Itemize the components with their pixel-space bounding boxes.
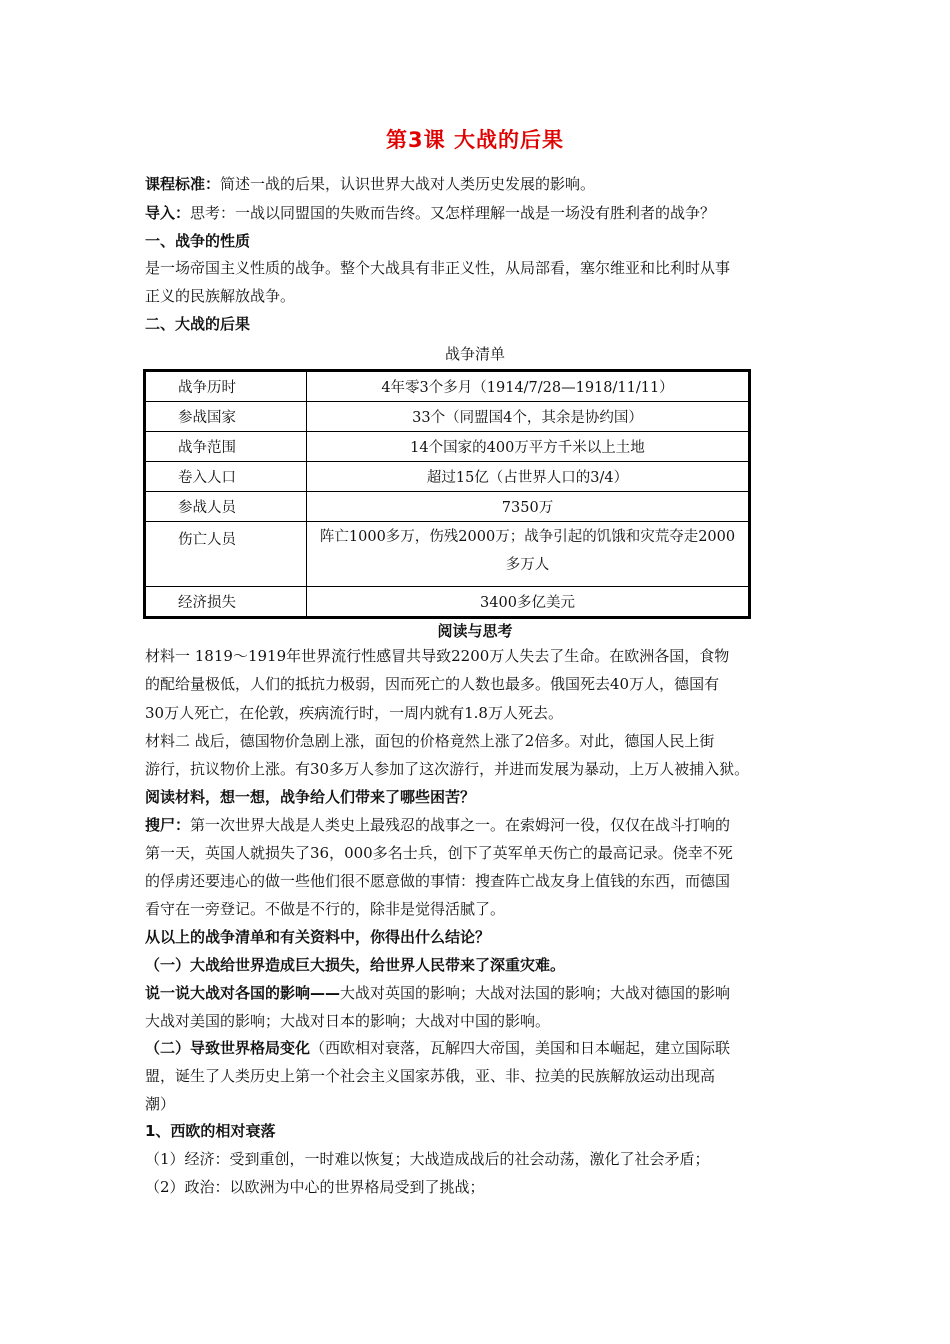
reading-question: 阅读材料，想一想，战争给人们带来了哪些困苦？ bbox=[145, 788, 476, 806]
table-row: 伤亡人员 阵亡1000多万，伤残2000万；战争引起的饥饿和灾荒夺走2000 多万人 bbox=[145, 522, 750, 587]
page-title: 第3课 大战的后果 bbox=[386, 128, 564, 152]
table-caption: 战争清单 bbox=[444, 345, 505, 363]
list-item: （1）经济：受到重创，一时难以恢复；大战造成战后的社会动荡，激化了社会矛盾； bbox=[145, 1150, 710, 1168]
table-row: 参战人员 7350万 bbox=[145, 492, 750, 522]
material-two-line: 游行，抗议物价上涨。有30多万人参加了这次游行，并进而发展为暴动，上万人被捕入狱。 bbox=[145, 760, 750, 778]
section1-heading: 一、战争的性质 bbox=[145, 232, 251, 250]
paragraph-line: 正义的民族解放战争。 bbox=[145, 287, 296, 305]
section2-heading: 二、大战的后果 bbox=[145, 315, 251, 333]
somme-paragraph: 搜尸：第一次世界大战是人类史上最残忍的战事之一。在索姆河一役，仅仅在战斗打响的 bbox=[145, 816, 731, 834]
table-row: 参战国家 33个（同盟国4个，其余是协约国） bbox=[145, 402, 750, 432]
table-row: 经济损失 3400多亿美元 bbox=[145, 587, 750, 618]
material-one-line: 材料一 1819～1919年世界流行性感冒共导致2200万人失去了生命。在欧洲各国，食物 bbox=[145, 647, 730, 665]
point-two-line: 盟，诞生了人类历史上第一个社会主义国家苏俄，亚、非、拉美的民族解放运动出现高 bbox=[145, 1067, 716, 1085]
list-item: （2）政治：以欧洲为中心的世界格局受到了挑战； bbox=[145, 1178, 485, 1196]
material-one-line: 30万人死亡，在伦敦，疾病流行时，一周内就有1.8万人死去。 bbox=[145, 704, 563, 722]
conclusion-point-one: （一）大战给世界造成巨大损失，给世界人民带来了深重灾难。 bbox=[145, 956, 566, 974]
course-standard: 课程标准：简述一战的后果，认识世界大战对人类历史发展的影响。 bbox=[145, 175, 596, 193]
reading-heading: 阅读与思考 bbox=[437, 622, 513, 640]
discussion-line: 大战对美国的影响；大战对日本的影响；大战对中国的影响。 bbox=[145, 1012, 551, 1030]
war-list-table bbox=[143, 369, 751, 619]
table-row: 战争历时 4年零3个多月（1914/7/28—1918/11/11） bbox=[145, 371, 750, 402]
somme-line: 的俘虏还要违心的做一些他们很不愿意做的事情：搜查阵亡战友身上值钱的东西，而德国 bbox=[145, 872, 731, 890]
somme-line: 第一天，英国人就损失了36，000多名士兵，创下了英军单天伤亡的最高记录。侥幸不死 bbox=[145, 844, 733, 862]
point-two-line: 潮） bbox=[145, 1095, 176, 1113]
paragraph-line: 是一场帝国主义性质的战争。整个大战具有非正义性，从局部看，塞尔维亚和比利时从事 bbox=[145, 259, 731, 277]
material-one-line: 的配给量极低，人们的抵抗力极弱，因而死亡的人数也最多。俄国死去40万人，德国有 bbox=[145, 675, 720, 693]
table-row: 战争范围 14个国家的400万平方千米以上土地 bbox=[145, 432, 750, 462]
table-row: 卷入人口 超过15亿（占世界人口的3/4） bbox=[145, 462, 750, 492]
material-two-line: 材料二 战后，德国物价急剧上涨，面包的价格竟然上涨了2倍多。对此，德国人民上街 bbox=[145, 732, 715, 750]
section3-heading: 1、西欧的相对衰落 bbox=[145, 1122, 276, 1140]
conclusion-point-two: （二）导致世界格局变化（西欧相对衰落，瓦解四大帝国，美国和日本崛起，建立国际联 bbox=[145, 1039, 731, 1057]
discussion-prompt: 说一说大战对各国的影响——大战对英国的影响；大战对法国的影响；大战对德国的影响 bbox=[145, 984, 731, 1002]
conclusion-question: 从以上的战争清单和有关资料中，你得出什么结论？ bbox=[145, 928, 491, 946]
intro: 导入：思考：一战以同盟国的失败而告终。又怎样理解一战是一场没有胜利者的战争？ bbox=[145, 204, 716, 222]
somme-line: 看守在一旁登记。不做是不行的，除非是觉得活腻了。 bbox=[145, 900, 506, 918]
